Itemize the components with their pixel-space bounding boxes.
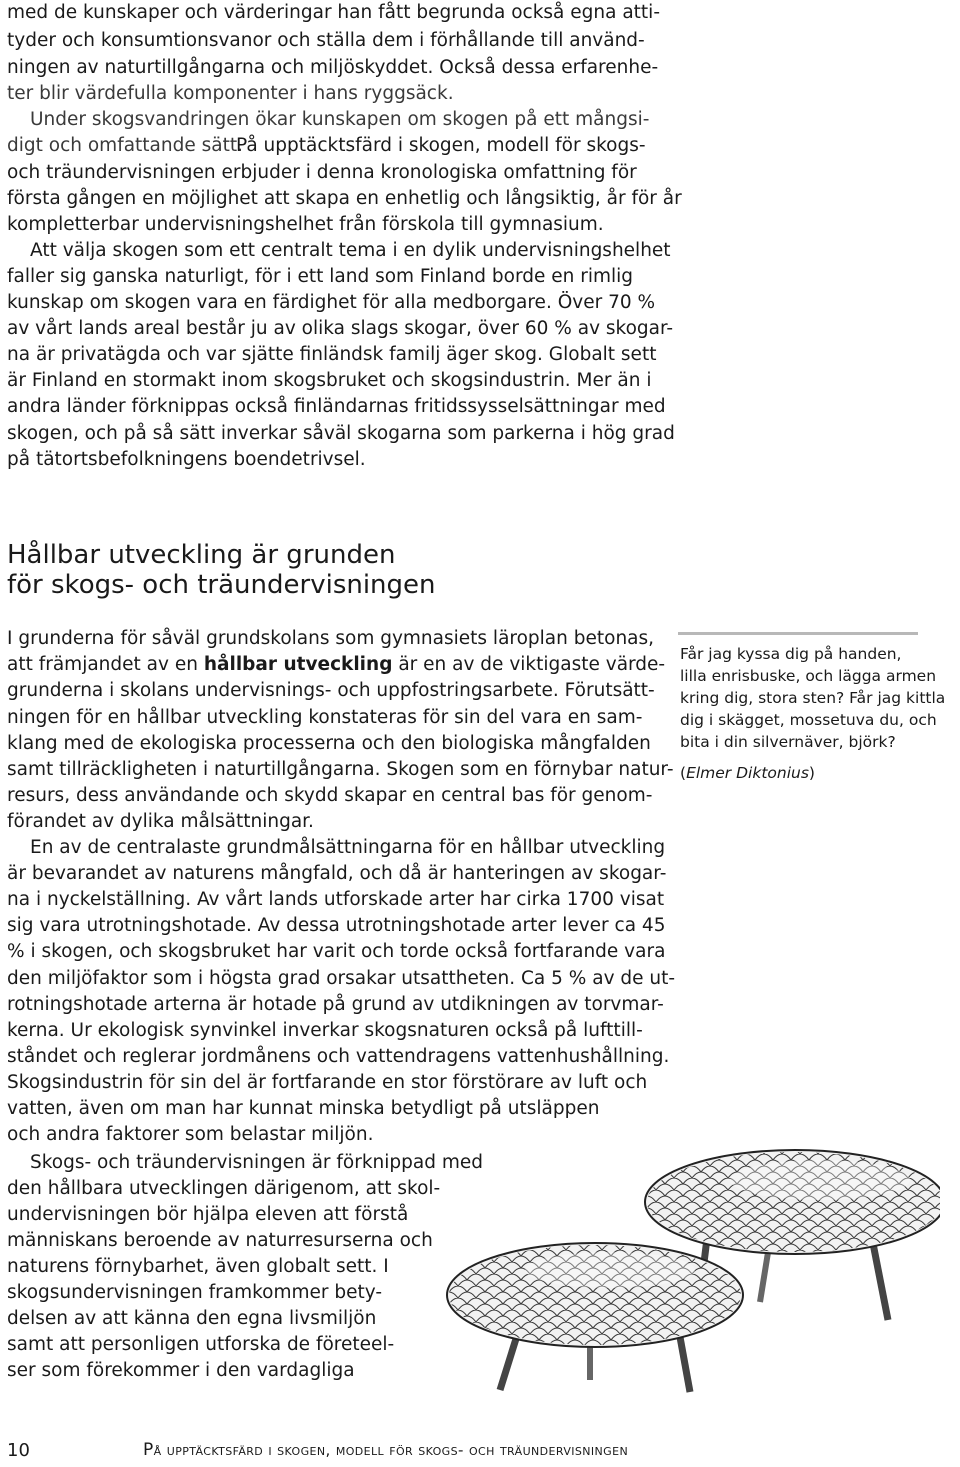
attribution-name: Elmer Diktonius bbox=[686, 764, 809, 782]
intro-line: kompletterbar undervisningshelhet från förskola till gymnasium. bbox=[7, 214, 604, 235]
intro-line: på tätortsbefolkningens boendetrivsel. bbox=[7, 449, 366, 470]
body-text: är en av de viktigaste värde- bbox=[392, 654, 666, 675]
body-line: samt tillräckligheten i naturtillgångarna. Skogen som en förnybar natur- bbox=[7, 759, 674, 780]
body-line: skogsundervisningen framkommer bety- bbox=[7, 1282, 383, 1303]
pine-cone-stools-illustration bbox=[440, 1130, 940, 1400]
body-line: I grunderna för såväl grundskolans som gymnasiets läroplan betonas, bbox=[7, 628, 655, 649]
body-line: En av de centralaste grundmålsättningarna för en hållbar utveckling bbox=[30, 837, 666, 858]
body-line: och andra faktorer som belastar miljön. bbox=[7, 1124, 374, 1145]
intro-line: Under skogsvandringen ökar kunskapen om skogen på ett mångsi- bbox=[30, 109, 650, 130]
body-line: kerna. Ur ekologisk synvinkel inverkar skogsnaturen också på lufttill- bbox=[7, 1020, 643, 1041]
body-line: rotningshotade arterna är hotade på grund av utdikningen av torvmar- bbox=[7, 994, 664, 1015]
body-line: den miljöfaktor som i högsta grad orsakar utsattheten. Ca 5 % av de ut- bbox=[7, 968, 676, 989]
intro-line: kunskap om skogen vara en färdighet för alla medborgare. Över 70 % bbox=[7, 292, 656, 313]
body-line: Skogs- och träundervisningen är förknippad med bbox=[30, 1152, 484, 1173]
attribution-paren: ) bbox=[808, 764, 815, 782]
body-line: den hållbara utvecklingen därigenom, att skol- bbox=[7, 1178, 441, 1199]
body-line: är bevarandet av naturens mångfald, och då är hanteringen av skogar- bbox=[7, 863, 667, 884]
body-line: Skogsindustrin för sin del är fortfarande en stor förstörare av luft och bbox=[7, 1072, 648, 1093]
attribution-paren: ( bbox=[680, 764, 687, 782]
intro-line: andra länder förknippas också finländarnas fritidssysselsättningar med bbox=[7, 396, 666, 417]
body-text: att främjandet av en bbox=[7, 654, 204, 675]
intro-line: faller sig ganska naturligt, för i ett land som Finland borde en rimlig bbox=[7, 266, 634, 287]
page-number: 10 bbox=[7, 1440, 30, 1461]
body-line: människans beroende av naturresurserna och bbox=[7, 1230, 433, 1251]
intro-line: skogen, och på så sätt inverkar såväl skogarna som parkerna i hög grad bbox=[7, 423, 675, 444]
intro-line: Att välja skogen som ett centralt tema i en dylik undervisningshelhet bbox=[30, 240, 671, 261]
poem-line: Får jag kyssa dig på handen, bbox=[680, 645, 902, 663]
highlight-hallbar-utveckling: hållbar utveckling bbox=[203, 654, 393, 675]
section-heading-line-2: för skogs- och träundervisningen bbox=[7, 570, 436, 600]
body-line: ningen för en hållbar utveckling konstateras för sin del vara en sam- bbox=[7, 707, 643, 728]
poem-line: lilla enrisbuske, och lägga armen bbox=[680, 667, 937, 685]
body-line: naturens förnybarhet, även globalt sett. I bbox=[7, 1256, 389, 1277]
intro-line: och träundervisningen erbjuder i denna kronologiska omfattning för bbox=[7, 162, 637, 183]
intro-line: ter blir värdefulla komponenter i hans ryggsäck. bbox=[7, 83, 454, 104]
intro-line: na är privatägda och var sjätte finländsk familj äger skog. Globalt sett bbox=[7, 344, 657, 365]
poem-line: dig i skägget, mossetuva du, och bbox=[680, 711, 937, 729]
poem-line: kring dig, stora sten? Får jag kittla bbox=[680, 689, 946, 707]
intro-line: tyder och konsumtionsvanor och ställa dem i förhållande till använd- bbox=[7, 30, 645, 51]
body-line: undervisningen bör hjälpa eleven att förstå bbox=[7, 1204, 409, 1225]
body-line: ståndet och reglerar jordmånens och vattendragens vattenhushållning. bbox=[7, 1046, 670, 1067]
body-line: förandet av dylika målsättningar. bbox=[7, 811, 314, 832]
intro-line: ningen av naturtillgångarna och miljöskyddet. Också dessa erfarenhe- bbox=[7, 57, 659, 78]
running-footer-title bbox=[143, 1440, 628, 1460]
body-line: na i nyckelställning. Av vårt lands utforskade arter har cirka 1700 visat bbox=[7, 889, 665, 910]
poem-attribution bbox=[680, 762, 815, 784]
body-line: vatten, även om man har kunnat minska betydligt på utsläppen bbox=[7, 1098, 600, 1119]
intro-line: första gången en möjlighet att skapa en enhetlig och långsiktig, år för år bbox=[7, 188, 682, 209]
body-line: delsen av att känna den egna livsmiljön bbox=[7, 1308, 377, 1329]
body-line: resurs, dess användande och skydd skapar en central bas för genom- bbox=[7, 785, 653, 806]
body-line: ser som förekommer i den vardagliga bbox=[7, 1360, 355, 1381]
footer-title-initial: P bbox=[143, 1440, 154, 1460]
stool-front bbox=[447, 1243, 743, 1392]
intro-line: med de kunskaper och värderingar han fått begrunda också egna atti- bbox=[7, 2, 661, 23]
intro-line: digt och omfattande sätt. bbox=[7, 135, 243, 156]
body-line: samt att personligen utforska de företeel- bbox=[7, 1334, 395, 1355]
intro-line: av vårt lands areal består ju av olika slags skogar, över 60 % av skogar- bbox=[7, 318, 674, 339]
body-line: klang med de ekologiska processerna och den biologiska mångfalden bbox=[7, 733, 651, 754]
intro-line: är Finland en stormakt inom skogsbruket och skogsindustrin. Mer än i bbox=[7, 370, 652, 391]
body-line: grunderna i skolans undervisnings- och uppfostringsarbete. Förutsätt- bbox=[7, 680, 655, 701]
body-line: % i skogen, och skogsbruket har varit och torde också fortfarande vara bbox=[7, 941, 666, 962]
body-line bbox=[7, 652, 665, 678]
body-line: sig vara utrotningshotade. Av dessa utrotningshotade arter lever ca 45 bbox=[7, 915, 666, 936]
footer-title-rest: å upptäcktsfärd i skogen, modell för skogs- och träundervisningen bbox=[153, 1441, 629, 1459]
intro-line: På upptäcktsfärd i skogen, modell för skogs- bbox=[236, 135, 646, 156]
section-heading-line-1: Hållbar utveckling är grunden bbox=[7, 540, 396, 570]
poem-line: bita i din silvernäver, björk? bbox=[680, 733, 896, 751]
sidebar-rule bbox=[678, 632, 918, 635]
